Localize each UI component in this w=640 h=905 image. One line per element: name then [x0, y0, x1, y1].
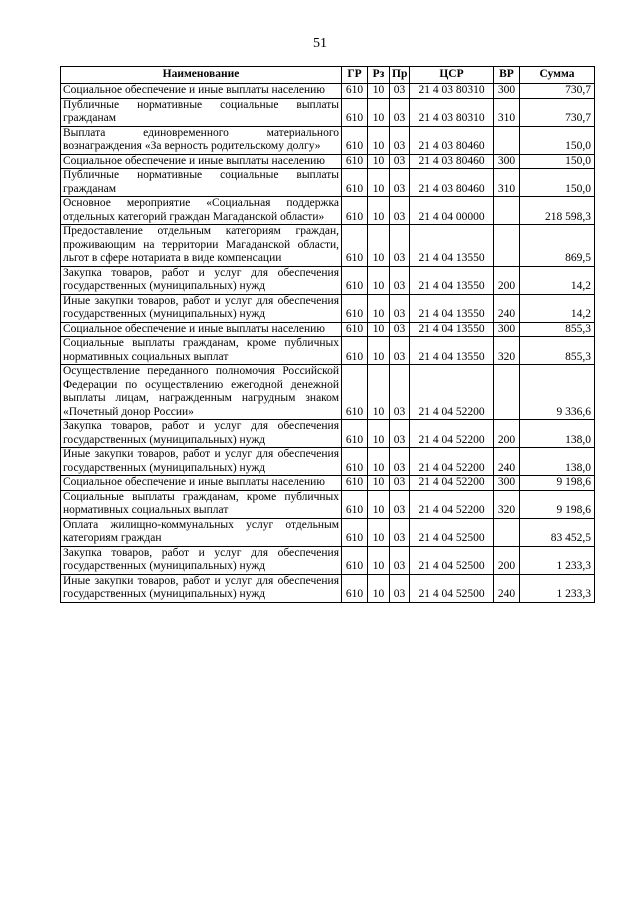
- cell-name: Социальное обеспечение и иные выплаты населению: [61, 154, 342, 169]
- table-row: [61, 98, 595, 126]
- cell-vr: 240: [494, 448, 520, 476]
- header-rz: Рз: [368, 67, 390, 84]
- cell-gr: 610: [342, 266, 368, 294]
- cell-name: Публичные нормативные социальные выплаты гражданам: [61, 98, 342, 126]
- cell-name: Социальное обеспечение и иные выплаты населению: [61, 476, 342, 491]
- cell-gr: 610: [342, 476, 368, 491]
- cell-sum: 730,7: [520, 98, 595, 126]
- cell-sum: 9 198,6: [520, 476, 595, 491]
- cell-pr: 03: [390, 225, 410, 267]
- cell-csr: 21 4 03 80310: [410, 98, 494, 126]
- table-row: [61, 365, 595, 420]
- cell-csr: 21 4 04 52200: [410, 448, 494, 476]
- table-header-row: [61, 67, 595, 84]
- cell-csr: 21 4 04 52500: [410, 518, 494, 546]
- cell-sum: 1 233,3: [520, 574, 595, 602]
- table-row: [61, 266, 595, 294]
- cell-vr: [494, 365, 520, 420]
- cell-pr: 03: [390, 169, 410, 197]
- cell-pr: 03: [390, 337, 410, 365]
- header-sum: Сумма: [520, 67, 595, 84]
- cell-rz: 10: [368, 420, 390, 448]
- table-row: [61, 84, 595, 99]
- cell-sum: 138,0: [520, 448, 595, 476]
- table-row: [61, 518, 595, 546]
- table-row: [61, 574, 595, 602]
- cell-csr: 21 4 03 80460: [410, 126, 494, 154]
- cell-name: Оплата жилищно-коммунальных услуг отдельным категориям граждан: [61, 518, 342, 546]
- cell-vr: 200: [494, 546, 520, 574]
- cell-csr: 21 4 04 52500: [410, 546, 494, 574]
- cell-gr: 610: [342, 294, 368, 322]
- cell-name: Социальное обеспечение и иные выплаты населению: [61, 322, 342, 337]
- cell-gr: 610: [342, 518, 368, 546]
- cell-gr: 610: [342, 98, 368, 126]
- cell-rz: 10: [368, 169, 390, 197]
- cell-vr: 310: [494, 98, 520, 126]
- cell-pr: 03: [390, 126, 410, 154]
- cell-gr: 610: [342, 546, 368, 574]
- cell-pr: 03: [390, 322, 410, 337]
- cell-rz: 10: [368, 266, 390, 294]
- cell-rz: 10: [368, 448, 390, 476]
- cell-gr: 610: [342, 84, 368, 99]
- cell-pr: 03: [390, 490, 410, 518]
- cell-sum: 855,3: [520, 337, 595, 365]
- table-row: [61, 126, 595, 154]
- cell-sum: 138,0: [520, 420, 595, 448]
- cell-sum: 9 336,6: [520, 365, 595, 420]
- cell-rz: 10: [368, 337, 390, 365]
- cell-rz: 10: [368, 126, 390, 154]
- table-row: [61, 225, 595, 267]
- cell-csr: 21 4 04 52500: [410, 574, 494, 602]
- cell-pr: 03: [390, 476, 410, 491]
- cell-gr: 610: [342, 448, 368, 476]
- cell-rz: 10: [368, 154, 390, 169]
- cell-rz: 10: [368, 518, 390, 546]
- table-row: [61, 337, 595, 365]
- cell-sum: 730,7: [520, 84, 595, 99]
- cell-sum: 1 233,3: [520, 546, 595, 574]
- cell-csr: 21 4 03 80310: [410, 84, 494, 99]
- cell-pr: 03: [390, 365, 410, 420]
- cell-sum: 9 198,6: [520, 490, 595, 518]
- table-row: [61, 448, 595, 476]
- cell-vr: [494, 197, 520, 225]
- cell-pr: 03: [390, 294, 410, 322]
- cell-name: Предоставление отдельным категориям граждан, проживающим на территории Магаданской области, льгот в сфере нотариата в виде компенсации: [61, 225, 342, 267]
- cell-rz: 10: [368, 365, 390, 420]
- cell-vr: 200: [494, 266, 520, 294]
- cell-gr: 610: [342, 322, 368, 337]
- table-row: [61, 169, 595, 197]
- cell-sum: 150,0: [520, 154, 595, 169]
- header-vr: ВР: [494, 67, 520, 84]
- cell-rz: 10: [368, 98, 390, 126]
- header-csr: ЦСР: [410, 67, 494, 84]
- cell-csr: 21 4 04 13550: [410, 294, 494, 322]
- cell-name: Иные закупки товаров, работ и услуг для обеспечения государственных (муниципальных) нужд: [61, 574, 342, 602]
- cell-name: Публичные нормативные социальные выплаты гражданам: [61, 169, 342, 197]
- header-name: Наименование: [61, 67, 342, 84]
- cell-gr: 610: [342, 126, 368, 154]
- page-number: 51: [313, 36, 327, 51]
- cell-vr: 300: [494, 322, 520, 337]
- table-row: [61, 546, 595, 574]
- table-row: [61, 197, 595, 225]
- table-row: [61, 490, 595, 518]
- cell-gr: 610: [342, 365, 368, 420]
- cell-rz: 10: [368, 322, 390, 337]
- budget-table: [60, 66, 595, 603]
- cell-name: Закупка товаров, работ и услуг для обеспечения государственных (муниципальных) нужд: [61, 420, 342, 448]
- cell-gr: 610: [342, 337, 368, 365]
- cell-name: Иные закупки товаров, работ и услуг для обеспечения государственных (муниципальных) нужд: [61, 294, 342, 322]
- table-row: [61, 322, 595, 337]
- cell-pr: 03: [390, 98, 410, 126]
- cell-vr: 240: [494, 574, 520, 602]
- table-row: [61, 154, 595, 169]
- cell-gr: 610: [342, 197, 368, 225]
- cell-sum: 83 452,5: [520, 518, 595, 546]
- cell-pr: 03: [390, 574, 410, 602]
- table-row: [61, 294, 595, 322]
- cell-vr: 310: [494, 169, 520, 197]
- cell-rz: 10: [368, 490, 390, 518]
- cell-name: Социальное обеспечение и иные выплаты населению: [61, 84, 342, 99]
- cell-vr: 300: [494, 154, 520, 169]
- cell-csr: 21 4 04 13550: [410, 266, 494, 294]
- cell-name: Социальные выплаты гражданам, кроме публичных нормативных социальных выплат: [61, 337, 342, 365]
- cell-sum: 869,5: [520, 225, 595, 267]
- cell-csr: 21 4 04 52200: [410, 476, 494, 491]
- cell-name: Выплата единовременного материального вознаграждения «За верность родительскому долгу»: [61, 126, 342, 154]
- cell-name: Иные закупки товаров, работ и услуг для обеспечения государственных (муниципальных) нужд: [61, 448, 342, 476]
- cell-csr: 21 4 04 52200: [410, 365, 494, 420]
- cell-name: Осуществление переданного полномочия Российской Федерации по осуществлению ежегодной денежной выплаты лицам, награжденным нагрудным знаком «Почетный донор России»: [61, 365, 342, 420]
- cell-name: Закупка товаров, работ и услуг для обеспечения государственных (муниципальных) нужд: [61, 546, 342, 574]
- header-gr: ГР: [342, 67, 368, 84]
- cell-sum: 218 598,3: [520, 197, 595, 225]
- cell-csr: 21 4 04 52200: [410, 490, 494, 518]
- cell-pr: 03: [390, 448, 410, 476]
- cell-name: Социальные выплаты гражданам, кроме публичных нормативных социальных выплат: [61, 490, 342, 518]
- cell-csr: 21 4 04 00000: [410, 197, 494, 225]
- cell-csr: 21 4 04 13550: [410, 322, 494, 337]
- cell-rz: 10: [368, 84, 390, 99]
- cell-gr: 610: [342, 574, 368, 602]
- cell-vr: 300: [494, 476, 520, 491]
- cell-gr: 610: [342, 154, 368, 169]
- cell-sum: 150,0: [520, 169, 595, 197]
- cell-pr: 03: [390, 266, 410, 294]
- cell-pr: 03: [390, 154, 410, 169]
- cell-sum: 14,2: [520, 266, 595, 294]
- cell-rz: 10: [368, 476, 390, 491]
- cell-pr: 03: [390, 546, 410, 574]
- cell-gr: 610: [342, 420, 368, 448]
- header-pr: Пр: [390, 67, 410, 84]
- cell-rz: 10: [368, 197, 390, 225]
- cell-csr: 21 4 04 13550: [410, 225, 494, 267]
- cell-vr: 300: [494, 84, 520, 99]
- cell-vr: 200: [494, 420, 520, 448]
- cell-csr: 21 4 04 13550: [410, 337, 494, 365]
- cell-sum: 14,2: [520, 294, 595, 322]
- cell-csr: 21 4 03 80460: [410, 169, 494, 197]
- cell-csr: 21 4 04 52200: [410, 420, 494, 448]
- cell-vr: 320: [494, 490, 520, 518]
- table-row: [61, 420, 595, 448]
- cell-vr: [494, 126, 520, 154]
- cell-pr: 03: [390, 420, 410, 448]
- cell-pr: 03: [390, 84, 410, 99]
- cell-vr: [494, 518, 520, 546]
- cell-gr: 610: [342, 225, 368, 267]
- cell-rz: 10: [368, 574, 390, 602]
- cell-rz: 10: [368, 546, 390, 574]
- cell-gr: 610: [342, 169, 368, 197]
- table-row: [61, 476, 595, 491]
- cell-pr: 03: [390, 197, 410, 225]
- cell-vr: [494, 225, 520, 267]
- cell-vr: 320: [494, 337, 520, 365]
- cell-rz: 10: [368, 225, 390, 267]
- cell-name: Закупка товаров, работ и услуг для обеспечения государственных (муниципальных) нужд: [61, 266, 342, 294]
- cell-vr: 240: [494, 294, 520, 322]
- cell-pr: 03: [390, 518, 410, 546]
- cell-name: Основное мероприятие «Социальная поддержка отдельных категорий граждан Магаданской области»: [61, 197, 342, 225]
- cell-sum: 150,0: [520, 126, 595, 154]
- cell-sum: 855,3: [520, 322, 595, 337]
- cell-gr: 610: [342, 490, 368, 518]
- cell-rz: 10: [368, 294, 390, 322]
- cell-csr: 21 4 03 80460: [410, 154, 494, 169]
